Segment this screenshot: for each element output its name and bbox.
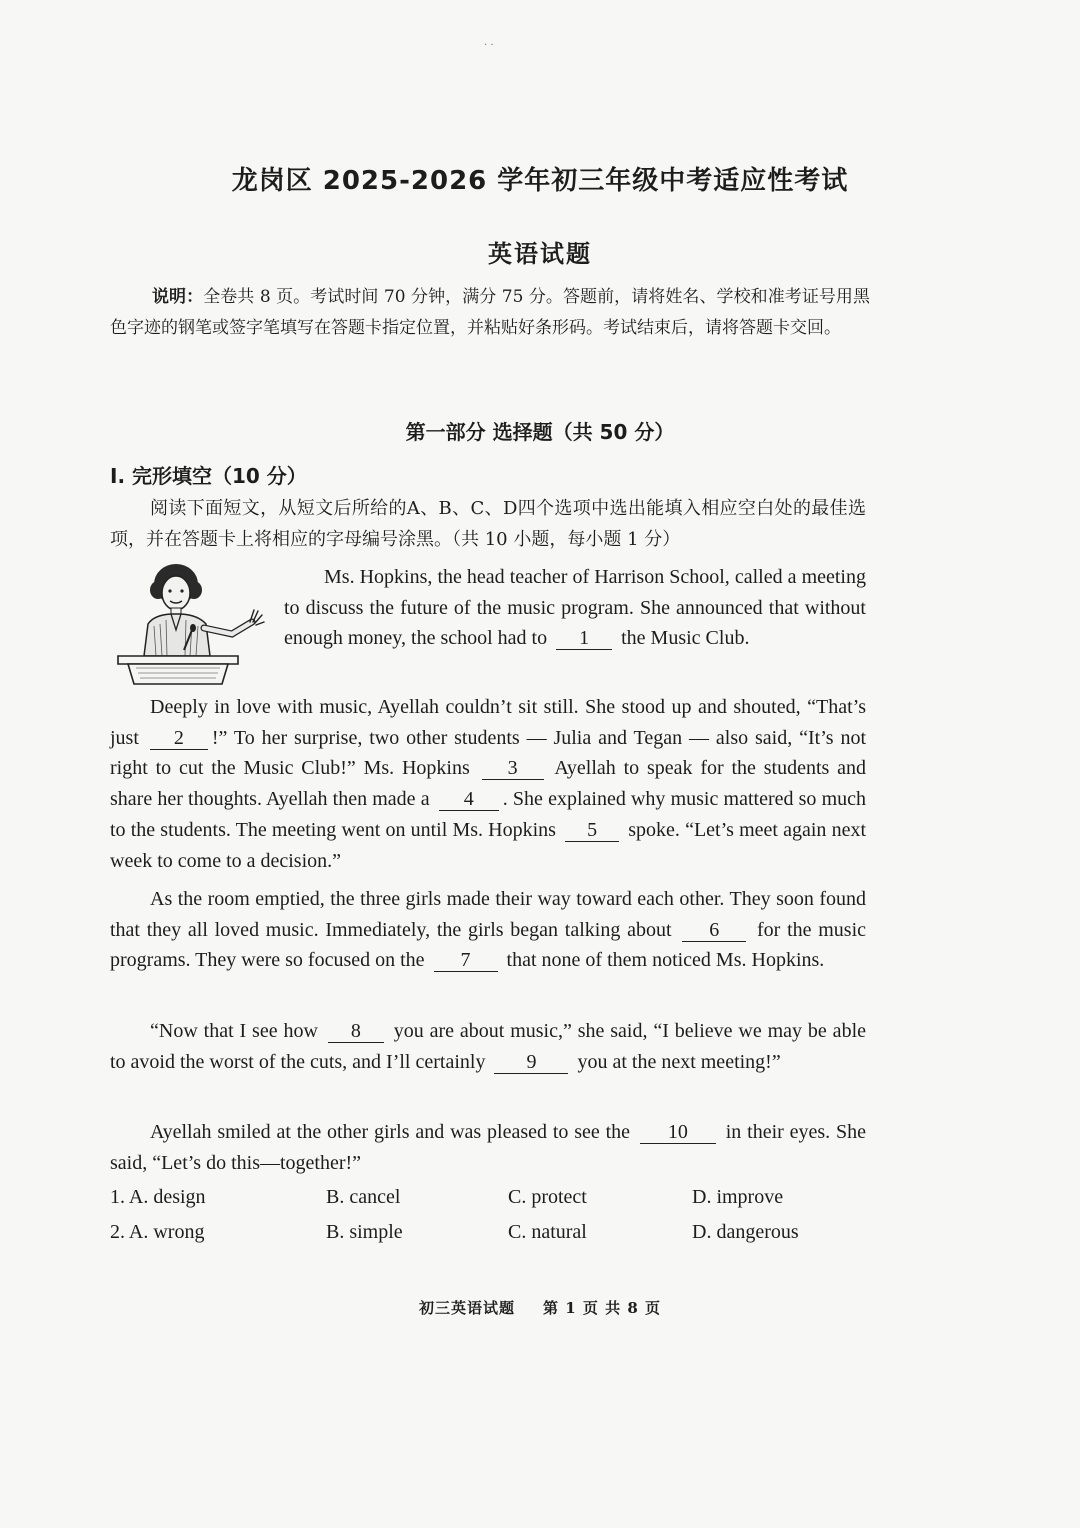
blank-5: 5 — [565, 819, 619, 842]
passage-paragraph-2 — [110, 692, 866, 876]
option-b: B. cancel — [326, 1186, 401, 1208]
page-footer — [0, 1297, 1080, 1318]
passage-paragraph-3 — [110, 884, 866, 976]
passage-paragraph-5 — [110, 1117, 866, 1178]
section-directions: 阅读下面短文，从短文后所给的A、B、C、D四个选项中选出能填入相应空白处的最佳选项，并在答题卡上将相应的字母编号涂黑。（共 10 小题，每小题 1 分） — [110, 498, 866, 550]
question-row-1 — [110, 1186, 870, 1221]
blank-8: 8 — [328, 1020, 384, 1043]
footer-subject: 初三英语试题 — [418, 1299, 515, 1317]
passage-text: Ayellah smiled at the other girls and was pleased to see the — [150, 1121, 631, 1143]
passage-text: !” To her surprise, two other students — Julia and Tegan — also said, “It’s not right to cut the Music Club!” Ms. Hopkins — [110, 726, 867, 780]
scan-mark: · · — [484, 40, 494, 51]
passage-text: in their eyes. She said, “Let’s do this—together!” — [110, 1121, 866, 1174]
passage-text: Deeply in love with music, Ayellah couldn’t sit still. She stood up and shouted, “That’s just — [110, 696, 866, 749]
teacher-at-podium-illustration — [114, 560, 274, 686]
option-b: B. simple — [326, 1221, 403, 1243]
option-a: 1. A. design — [110, 1186, 206, 1208]
option-d: D. dangerous — [692, 1221, 799, 1243]
blank-4: 4 — [439, 788, 499, 811]
passage-text: Ms. Hopkins, the head teacher of Harrison School, called a meeting to discuss the future of the music program. She announced that without enough money, the school had to — [284, 566, 866, 650]
passage-text: the Music Club. — [621, 627, 750, 650]
blank-10: 10 — [640, 1121, 716, 1144]
passage-text: that none of them noticed Ms. Hopkins. — [506, 949, 825, 972]
blank-7: 7 — [434, 949, 498, 972]
blank-6: 6 — [682, 919, 746, 942]
passage-paragraph-4 — [110, 1016, 866, 1077]
question-options — [110, 1186, 870, 1256]
part-heading: 第一部分 选择题（共 50 分） — [405, 420, 675, 444]
blank-1: 1 — [556, 627, 612, 650]
exam-subtitle: 英语试题 — [488, 239, 592, 268]
blank-3: 3 — [482, 757, 544, 780]
section-heading: I. 完形填空（10 分） — [110, 464, 307, 488]
question-row-2 — [110, 1221, 870, 1256]
passage-text: you are about music,” she said, “I believe we may be able to avoid the worst of the cuts, and I’ll certainly — [110, 1020, 866, 1073]
option-c: C. natural — [508, 1221, 587, 1243]
blank-9: 9 — [494, 1051, 568, 1074]
passage-text: you at the next meeting!” — [577, 1050, 781, 1073]
footer-page-number: 第 1 页 共 8 页 — [543, 1299, 661, 1317]
blank-2: 2 — [150, 727, 208, 750]
option-c: C. protect — [508, 1186, 587, 1208]
exam-instructions — [110, 282, 870, 344]
instructions-text: 全卷共 8 页。考试时间 70 分钟，满分 75 分。答题前，请将姓名、学校和准考证号用黑色字迹的钢笔或签字笔填写在答题卡指定位置，并粘贴好条形码。考试结束后，请将答题卡交回。 — [110, 287, 870, 338]
passage-text: spoke. “Let’s meet again next week to come to a decision.” — [110, 818, 867, 872]
passage-text: Ayellah to speak for the students and share her thoughts. Ayellah then made a — [110, 757, 867, 811]
passage-paragraph-1 — [284, 562, 866, 654]
option-d: D. improve — [692, 1186, 784, 1208]
option-a: 2. A. wrong — [110, 1221, 205, 1243]
passage-text: “Now that I see how — [150, 1020, 318, 1042]
passage-text: As the room emptied, the three girls made their way toward each other. They soon found that they all loved music. Immediately, the girls began talking about — [110, 888, 866, 941]
passage-text: for the music programs. They were so focused on the — [110, 918, 867, 972]
exam-title: 龙岗区 2025-2026 学年初三年级中考适应性考试 — [231, 166, 849, 196]
instructions-label: 说明： — [152, 287, 204, 307]
passage-text: . She explained why music mattered so much to the students. The meeting went on until Ms. Hopkins — [110, 788, 867, 841]
